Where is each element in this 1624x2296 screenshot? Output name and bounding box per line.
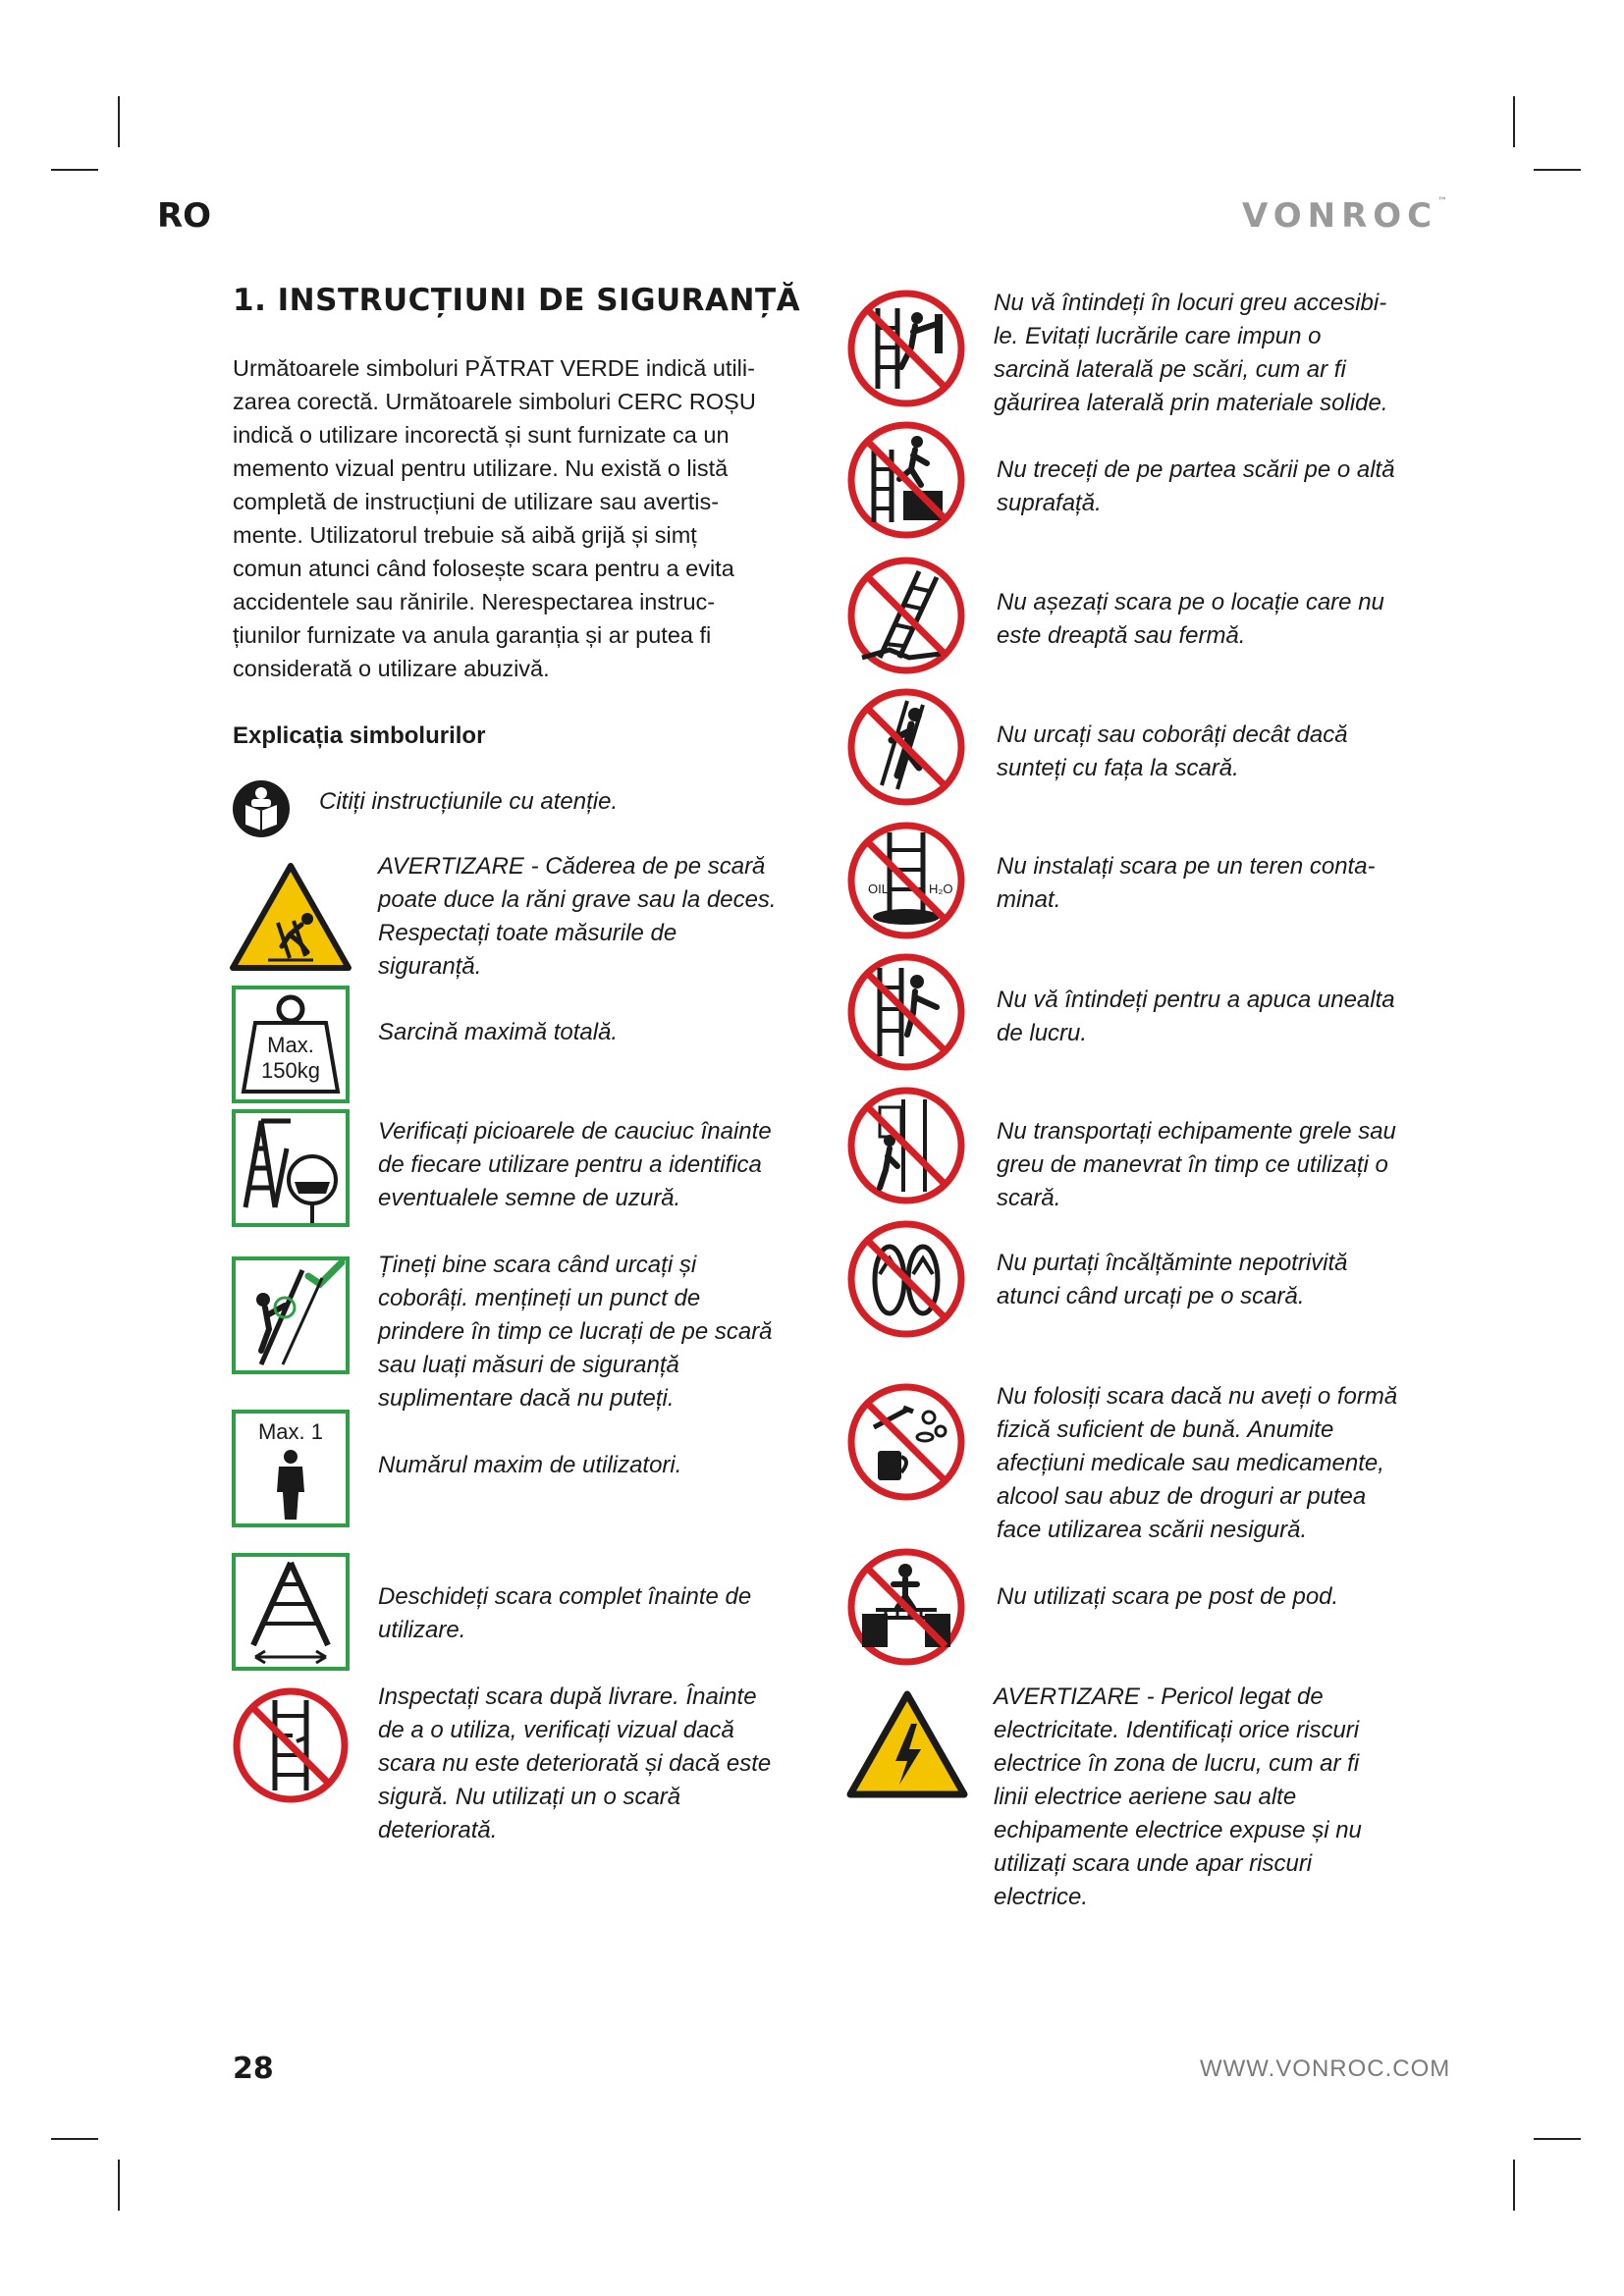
oil-label: OIL (868, 881, 889, 896)
three-point-contact-icon (232, 1256, 350, 1374)
no-overreach-sideways-icon (846, 289, 966, 408)
max-load-icon (232, 986, 350, 1103)
no-drugs-alcohol-icon (846, 1382, 966, 1502)
symbol-text: Nu așezați scara pe o locație care nu este dreaptă sau fermă. (997, 589, 1384, 649)
symbol-text: Nu vă întindeți în locuri greu accesibi- le. Evitați lucrările care impun o sarcină laterală pe scări, cum ar fi găurirea laterală prin materiale solide. (994, 290, 1388, 416)
symbol-text: Numărul maxim de utilizatori. (378, 1452, 682, 1478)
max-users-icon (232, 1410, 350, 1527)
intro-paragraph (233, 351, 812, 685)
symbol-text: Citiți instrucțiunile cu atenție. (319, 788, 619, 815)
language-code: RO (157, 196, 212, 236)
symbol-text: Nu utilizați scara pe post de pod. (997, 1583, 1339, 1610)
symbol-text: Nu purtați încălțăminte nepotrivită atunci când urcați pe o scară. (997, 1250, 1348, 1309)
symbol-text: AVERTIZARE - Pericol legat de electricitate. Identificați orice riscuri electrice în zona de lucru, cum ar fi linii electrice aeriene sau alte echipamente electrice expuse și nu utilizați scara unde apar riscuri electrice. (994, 1683, 1362, 1910)
face-ladder-icon (846, 687, 966, 807)
crop-mark (51, 2138, 98, 2140)
symbol-text: Sarcină maximă totală. (378, 1019, 619, 1045)
no-flip-flops-icon (846, 1219, 966, 1339)
crop-mark (1513, 2160, 1515, 2211)
max-load-label-top: Max. (267, 1033, 314, 1057)
symbol-text: Nu instalați scara pe un teren conta- minat. (997, 853, 1376, 913)
no-heavy-load-icon (846, 1086, 966, 1205)
symbol-text: Verificați picioarele de cauciuc înainte de fiecare utilizare pentru a identifica eventualele semne de uzură. (378, 1118, 772, 1211)
electric-hazard-icon (846, 1690, 968, 1800)
check-feet-icon (232, 1109, 350, 1227)
crop-mark (51, 169, 98, 171)
read-manual-icon (232, 779, 291, 838)
symbol-text: Nu treceți de pe partea scării pe o altă suprafață. (997, 456, 1395, 516)
brand-logo: VONROC™ (1242, 196, 1448, 236)
symbols-heading: Explicația simbolurilor (233, 722, 486, 749)
website-link[interactable]: WWW.VONROC.COM (1200, 2056, 1451, 2082)
max-users-label: Max. 1 (257, 1419, 324, 1444)
symbol-text: AVERTIZARE - Căderea de pe scară poate duce la răni grave sau la deces. Respectați toate măsurile de siguranță. (378, 853, 777, 980)
crop-mark (118, 2160, 120, 2211)
crop-mark (1513, 96, 1515, 147)
symbol-text: Deschideți scara complet înainte de utilizare. (378, 1583, 752, 1643)
no-contaminated-ground-icon (846, 821, 966, 940)
symbol-text: Țineți bine scara când urcați și coborâți. mențineți un punct de prindere în timp ce lucrați de pe scară sau luați măsuri de siguranță suplimentare dacă nu puteți. (378, 1252, 773, 1412)
symbol-text: Nu folosiți scara dacă nu aveți o formă fizică suficient de bună. Anumite afecțiuni medicale sau medicamente, alcool sau abuz de droguri ar putea face utilizarea scării nesigură. (997, 1383, 1398, 1543)
crop-mark (1534, 169, 1581, 171)
no-overreach-icon (846, 952, 966, 1072)
symbol-text: Nu transportați echipamente grele sau greu de manevrat în timp ce utilizați o scară. (997, 1118, 1396, 1211)
page-number: 28 (233, 2052, 274, 2086)
water-label: H₂O (929, 881, 953, 896)
brand-name: VONROC (1242, 196, 1438, 236)
open-fully-icon (232, 1553, 350, 1671)
damaged-ladder-icon (232, 1686, 350, 1804)
no-bridge-icon (846, 1547, 966, 1667)
intro-text: Următoarele simboluri PĂTRAT VERDE indică utili- zarea corectă. Următoarele simboluri CERC ROȘU indică o utilizare incorectă și sunt furnizate ca un memento vizual pentru utilizare. Nu există o listă completă de instrucțiuni de utilizare sau avertis- mente. Utilizatorul trebuie să aibă grijă și simț comun atunci când folosește scara pentru a evita accidentele sau rănirile. Nerespectarea instruc- țiunilor furnizate va anula garanția și ar putea fi considerată o utilizare abuzivă. (233, 355, 756, 681)
symbol-text: Inspectați scara după livrare. Înainte de a o utiliza, verificați vizual dacă scara nu este deteriorată și dacă este sigură. Nu utilizați un o scară deteriorată. (378, 1683, 772, 1843)
section-title: 1. INSTRUCȚIUNI DE SIGURANȚĂ (233, 283, 801, 318)
crop-mark (1534, 2138, 1581, 2140)
fall-warning-icon (229, 862, 352, 972)
no-step-off-icon (846, 420, 966, 540)
crop-mark (118, 96, 120, 147)
symbol-text: Nu vă întindeți pentru a apuca unealta de lucru. (997, 987, 1395, 1046)
no-uneven-ground-icon (846, 556, 966, 675)
max-load-label-bottom: 150kg (261, 1058, 320, 1083)
symbol-text: Nu urcați sau coborâți decât dacă sunteți cu fața la scară. (997, 721, 1348, 781)
